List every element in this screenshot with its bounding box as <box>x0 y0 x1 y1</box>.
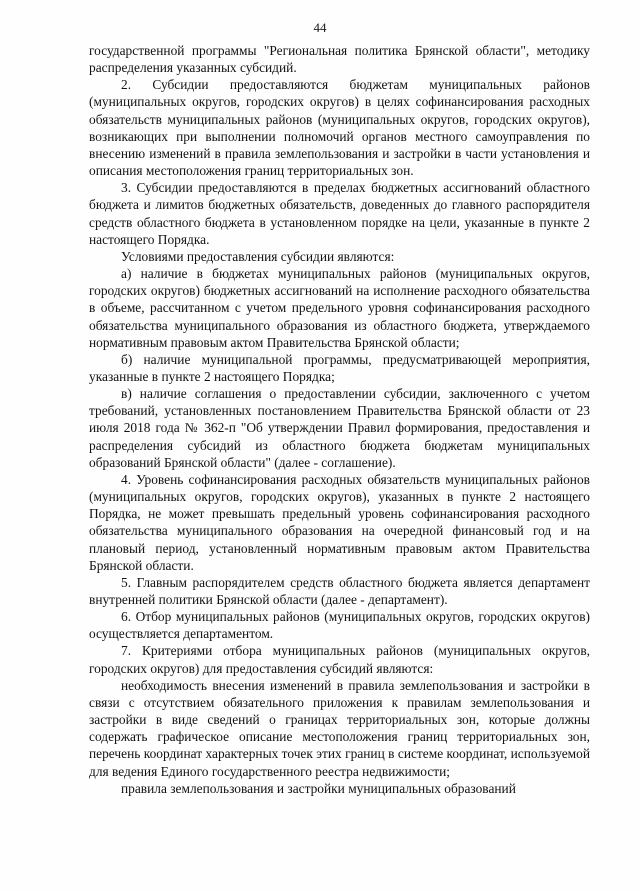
paragraph-item-2: 2. Субсидии предоставляются бюджетам муниципальных районов (муниципальных округов, городских округов) в целях софинансирования расходных обязательств муниципальных районов (муниципальных округов, городских округов), возникающих при выполнении полномочий органов местного самоуправления по внесению изменений в правила землепользования и застройки в части установления и описания местоположения границ территориальных зон. <box>89 77 590 179</box>
paragraph-continuation: государственной программы "Региональная политика Брянской области", методику распределения указанных субсидий. <box>89 43 590 76</box>
document-body <box>89 42 590 797</box>
paragraph-condition-a: а) наличие в бюджетах муниципальных районов (муниципальных округов, городских округов) бюджетных ассигнований на исполнение расходного обязательства в объеме, рассчитанном с учетом предельного уровня софинансирования расходного обязательства муниципального образования из областного бюджета, утверждаемого нормативным правовым актом Правительства Брянской области; <box>89 266 590 350</box>
paragraph-condition-c: в) наличие соглашения о предоставлении субсидии, заключенного с учетом требований, установленных постановлением Правительства Брянской области от 23 июля 2018 года № 362-п "Об утверждении Правил формирования, предоставления и распределения субсидий из областного бюджета бюджетам муниципальных образований Брянской области" (далее - соглашение). <box>89 386 590 470</box>
paragraph-conditions-heading: Условиями предоставления субсидии являются: <box>121 248 395 264</box>
paragraph-item-4: 4. Уровень софинансирования расходных обязательств муниципальных районов (муниципальных округов, городских округов), указанных в пункте 2 настоящего Порядка, не может превышать предельный уровень софинансирования расходного обязательства муниципального образования на очередной финансовый год и на плановый период, установленный нормативным правовым актом Правительства Брянской области. <box>89 471 590 573</box>
paragraph-criterion-1: необходимость внесения изменений в правила землепользования и застройки в связи с отсутствием обязательного приложения к правилам землепользования и застройки в виде сведений о границах территориальных зон, которые должны содержать графическое описание местоположения границ территориальных зон, перечень координат характерных точек этих границ в системе координат, используемой для ведения Единого государственного реестра недвижимости; <box>89 677 590 779</box>
paragraph-criterion-2: правила землепользования и застройки муниципальных образований <box>121 780 516 796</box>
paragraph-item-5: 5. Главным распорядителем средств областного бюджета является департамент внутренней политики Брянской области (далее - департамент). <box>89 574 590 607</box>
paragraph-item-6: 6. Отбор муниципальных районов (муниципальных округов, городских округов) осуществляется департаментом. <box>89 609 590 642</box>
page-number: 44 <box>313 20 327 35</box>
paragraph-item-3: 3. Субсидии предоставляются в пределах бюджетных ассигнований областного бюджета и лимитов бюджетных обязательств, доведенных до главного распорядителя средств областного бюджета в установленном порядке на цели, указанные в пункте 2 настоящего Порядка. <box>89 180 590 247</box>
paragraph-item-7: 7. Критериями отбора муниципальных районов (муниципальных округов, городских округов) для предоставления субсидий являются: <box>89 643 590 676</box>
paragraph-condition-b: б) наличие муниципальной программы, предусматривающей мероприятия, указанные в пункте 2 настоящего Порядка; <box>89 351 590 384</box>
